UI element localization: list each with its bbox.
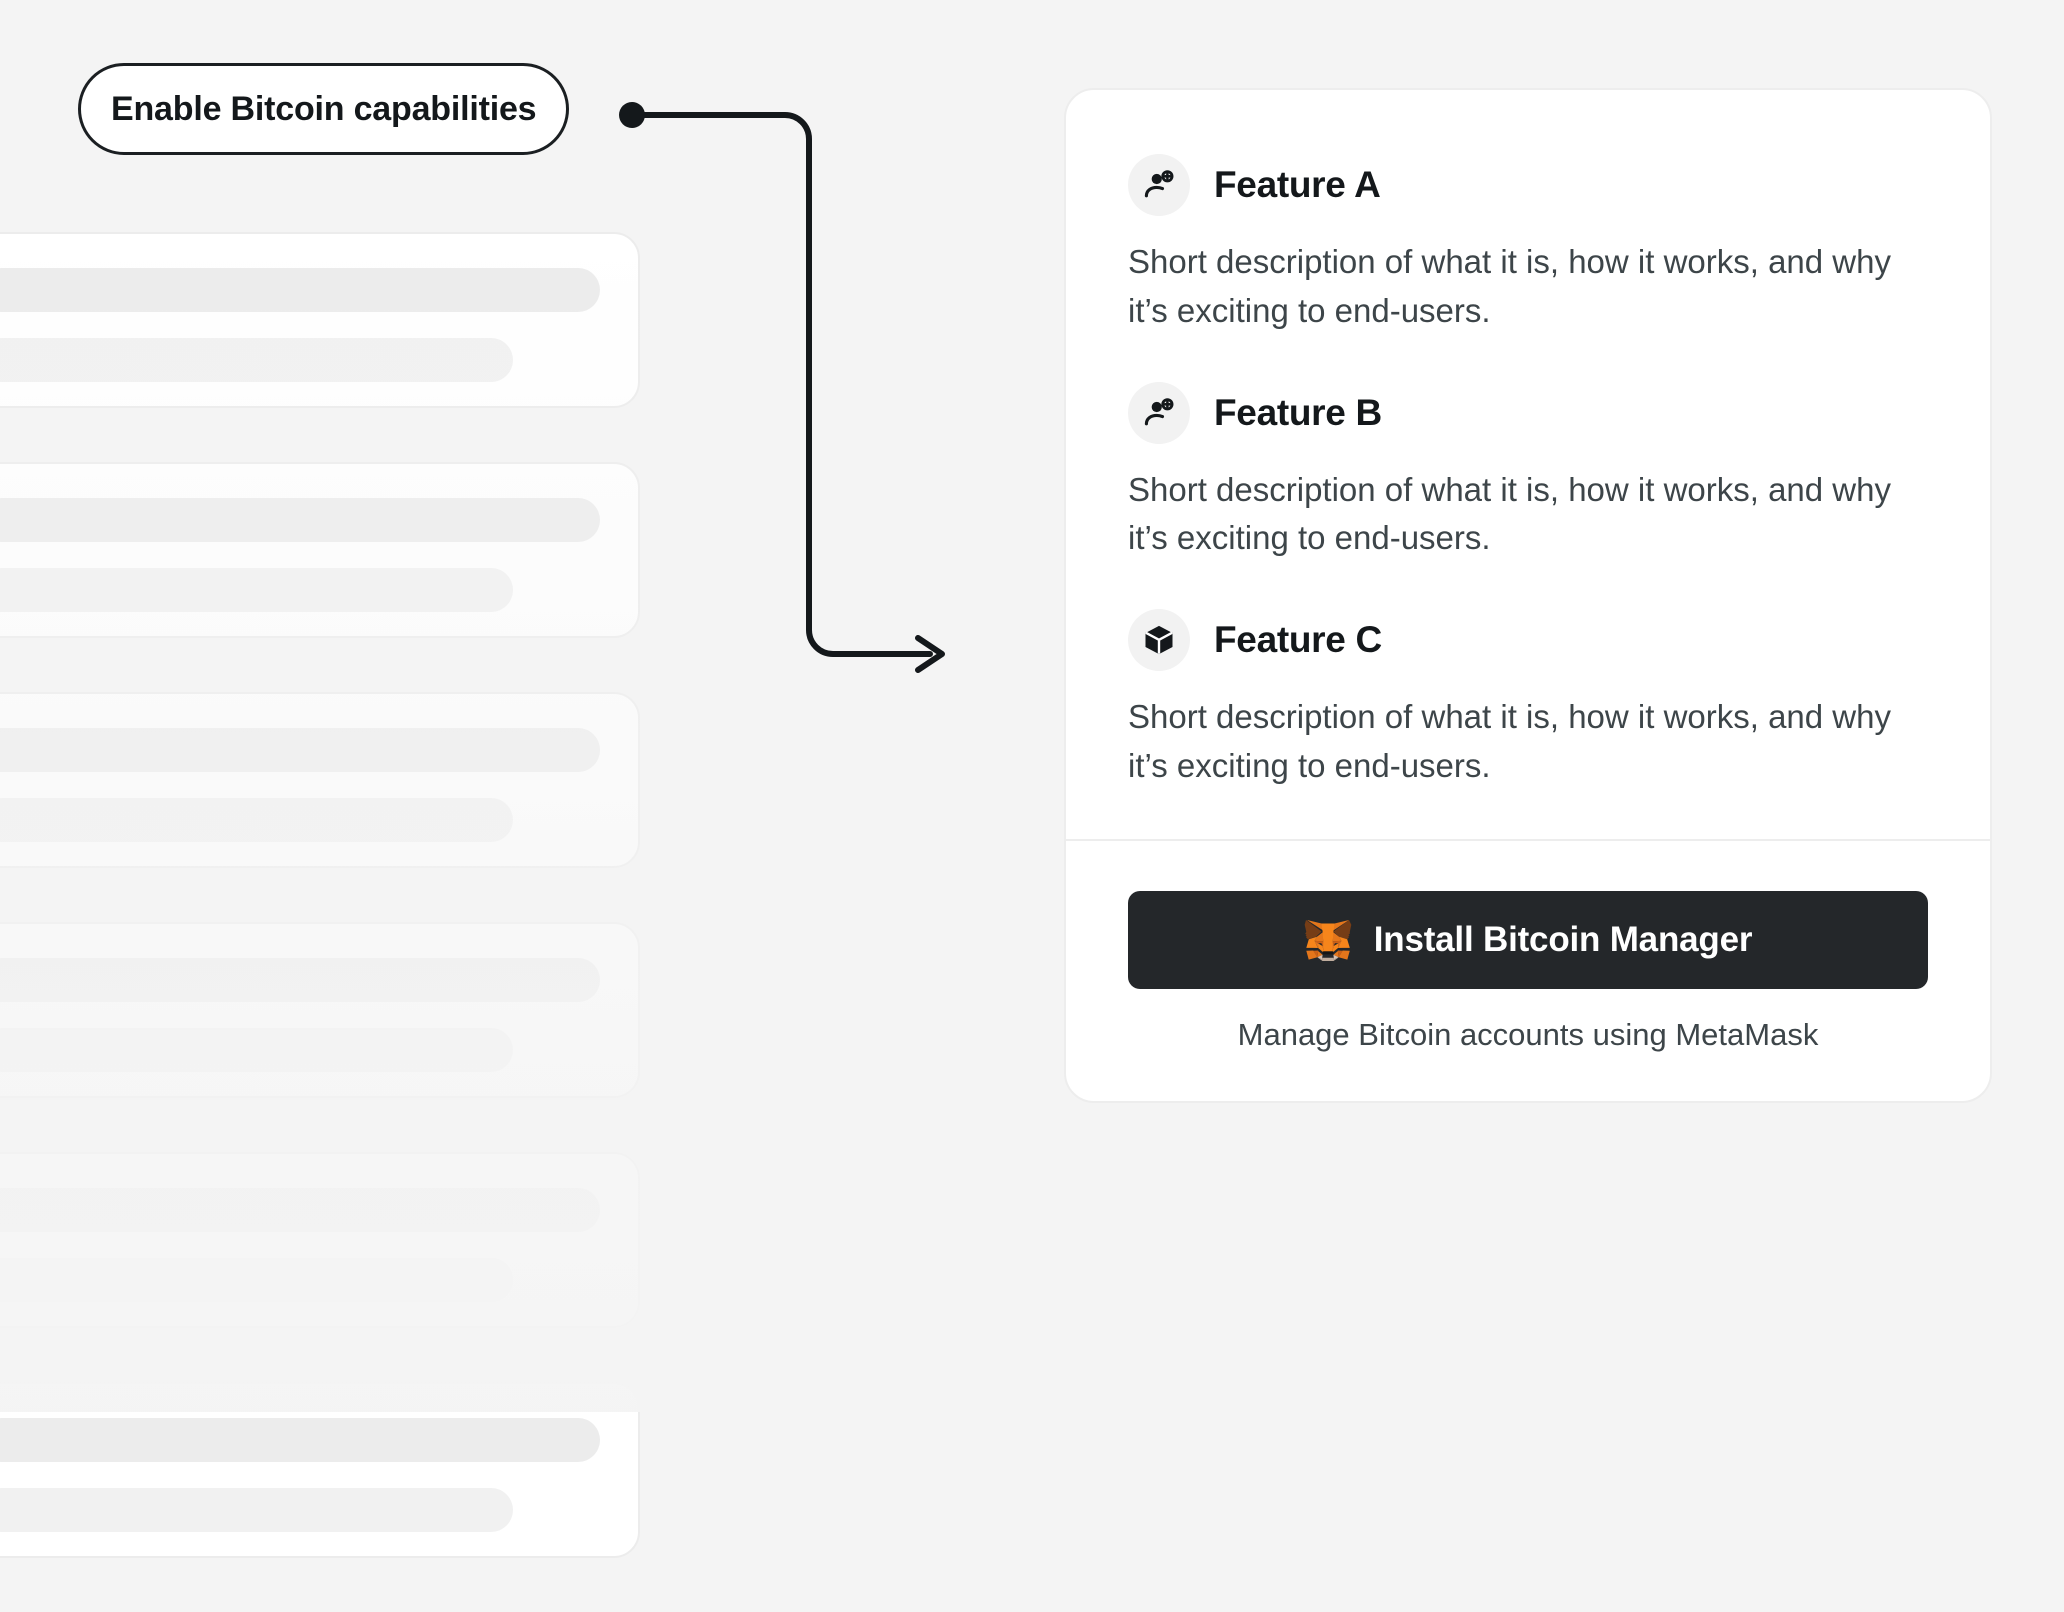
skeleton-bar: [0, 958, 600, 1002]
skeleton-bar: [0, 1488, 513, 1532]
skeleton-bar: [0, 1028, 513, 1072]
cube-icon: [1128, 609, 1190, 671]
panel-footer: [1066, 841, 1990, 1101]
skeleton-bar: [0, 498, 600, 542]
skeleton-bar: [0, 798, 513, 842]
connector-path: [632, 115, 930, 654]
annotation-callout: [78, 63, 569, 155]
feature-description: Short description of what it is, how it works, and why it’s exciting to end-users.: [1128, 698, 1891, 785]
background-skeleton-list: [0, 232, 640, 1612]
feature-item: [1128, 154, 1928, 336]
connector-arrowhead: [918, 638, 942, 670]
skeleton-bar: [0, 1188, 600, 1232]
connector-arrow: [600, 70, 1080, 710]
skeleton-bar: [0, 1258, 513, 1302]
account-add-icon: [1128, 382, 1190, 444]
footer-note: Manage Bitcoin accounts using MetaMask: [1237, 1016, 1819, 1052]
skeleton-bar: [0, 568, 513, 612]
skeleton-card: [0, 1152, 640, 1328]
feature-title: Feature C: [1214, 619, 1382, 661]
feature-header: [1128, 382, 1928, 444]
skeleton-card: [0, 692, 640, 868]
feature-description: Short description of what it is, how it works, and why it’s exciting to end-users.: [1128, 243, 1891, 329]
feature-title: Feature B: [1214, 391, 1382, 433]
annotation-label: Enable Bitcoin capabilities: [111, 89, 537, 128]
feature-header: [1128, 154, 1928, 216]
bitcoin-capabilities-panel: [1064, 88, 1992, 1103]
skeleton-bar: [0, 338, 513, 382]
feature-item: [1128, 382, 1928, 564]
install-bitcoin-manager-button[interactable]: [1128, 891, 1928, 989]
metamask-fox-icon: [1304, 917, 1352, 963]
account-add-icon: [1128, 154, 1190, 216]
panel-feature-list: [1066, 90, 1990, 839]
skeleton-bar: [0, 268, 600, 312]
connector-dot: [619, 102, 645, 128]
skeleton-bar: [0, 1418, 600, 1462]
skeleton-bar: [0, 728, 600, 772]
install-button-label: Install Bitcoin Manager: [1373, 919, 1753, 959]
feature-description: Short description of what it is, how it works, and why it’s exciting to end-users.: [1128, 470, 1891, 557]
feature-item: [1128, 609, 1928, 791]
skeleton-card: [0, 922, 640, 1098]
skeleton-card: [0, 462, 640, 638]
feature-title: Feature A: [1214, 164, 1381, 205]
feature-header: [1128, 609, 1928, 671]
skeleton-card: [0, 232, 640, 408]
skeleton-card: [0, 1382, 640, 1558]
